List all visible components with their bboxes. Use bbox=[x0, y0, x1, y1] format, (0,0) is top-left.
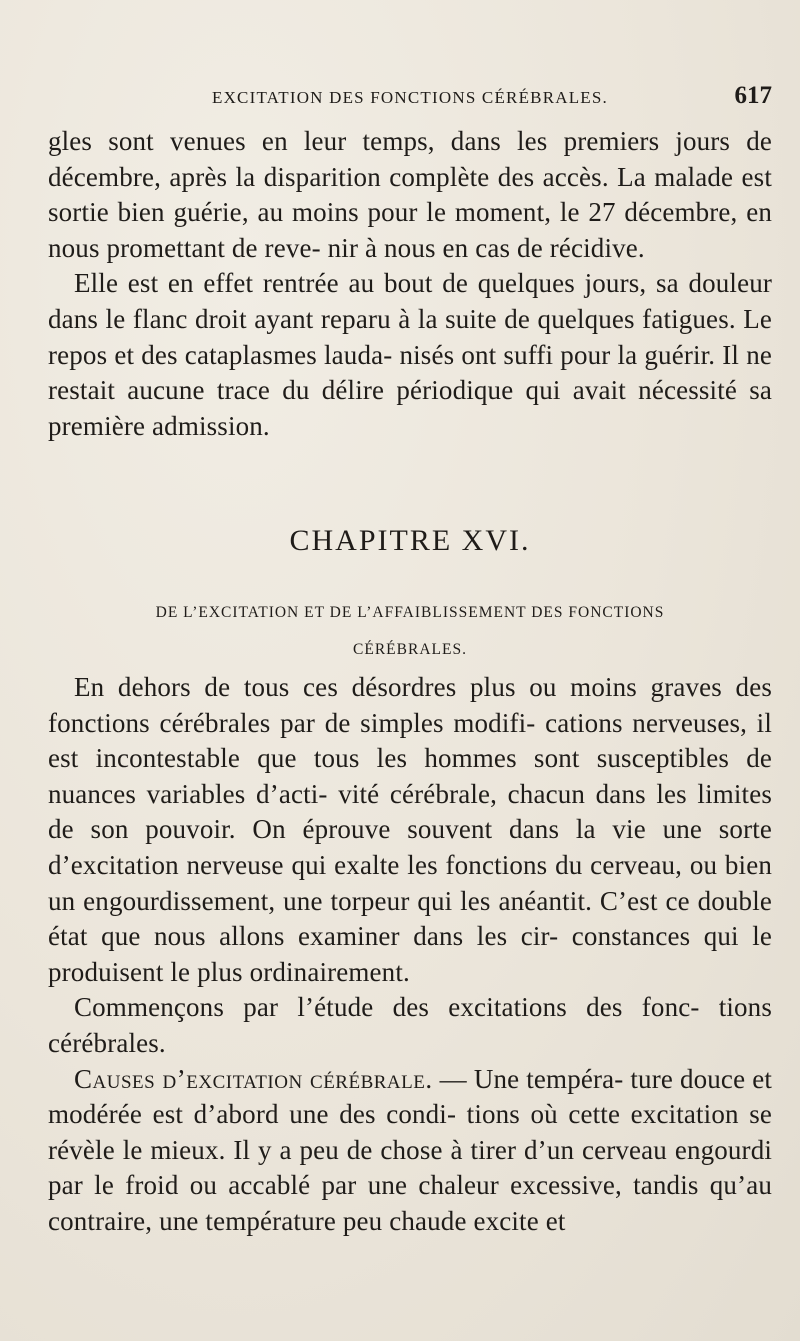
running-title: EXCITATION DES FONCTIONS CÉRÉBRALES. bbox=[211, 88, 609, 107]
paragraph: gles sont venues en leur temps, dans les premiers jours de décembre, après la disparition complète des accès. La malade est sortie bien guérie, au moins pour le moment, le 27 décembre, en nous promettant de reve- nir à nous en cas de récidive. bbox=[48, 126, 772, 263]
paragraph: Commençons par l’étude des excitations des fonc- tions cérébrales. bbox=[48, 992, 772, 1058]
text-block-chapter bbox=[48, 670, 772, 1240]
chapter-title: CHAPITRE XVI. bbox=[289, 524, 531, 557]
chapter-subtitle-line: DE L’EXCITATION ET DE L’AFFAIBLISSEMENT DES FONCTIONS bbox=[155, 604, 665, 621]
text-block-continuation bbox=[48, 124, 772, 444]
chapter-subtitle bbox=[48, 594, 772, 668]
paragraph-causes bbox=[48, 1062, 772, 1240]
paragraph-text: Une tempéra- ture douce et modérée est d’abord une des condi- tions où cette excitation se révèle le mieux. Il y a peu de chose à tirer d’un cerveau engourdi par le froid ou accablé par une chaleur excessive, tandis qu’au contraire, une température peu chaude excite et bbox=[48, 1063, 772, 1236]
running-head bbox=[48, 82, 772, 116]
chapter-subtitle-line: CÉRÉBRALES. bbox=[353, 641, 467, 658]
section-heading: Causes d’excitation cérébrale. bbox=[74, 1063, 433, 1094]
paragraph: Elle est en effet rentrée au bout de quelques jours, sa douleur dans le flanc droit ayant reparu à la suite de quelques fatigues. Le repos et des cataplasmes lauda- nisés ont suffi pour la guérir. Il ne restait aucune trace du délire périodique qui avait nécessité sa première admission. bbox=[48, 268, 772, 441]
paragraph: En dehors de tous ces désordres plus ou moins graves des fonctions cérébrales par de simples modifi- cations nerveuses, il est incontestable que tous les hommes sont susceptibles de nuances variables d’acti- vité cérébrale, chacun dans les limites de son pouvoir. On éprouve souvent dans la vie une sorte d’excitation nerveuse qui exalte les fonctions du cerveau, ou bien un engourdissement, une torpeur qui les anéantit. C’est ce double état que nous allons examiner dans les cir- constances qui le produisent le plus ordinairement. bbox=[48, 672, 772, 987]
page-number: 617 bbox=[734, 82, 772, 109]
em-dash: — bbox=[439, 1063, 467, 1094]
